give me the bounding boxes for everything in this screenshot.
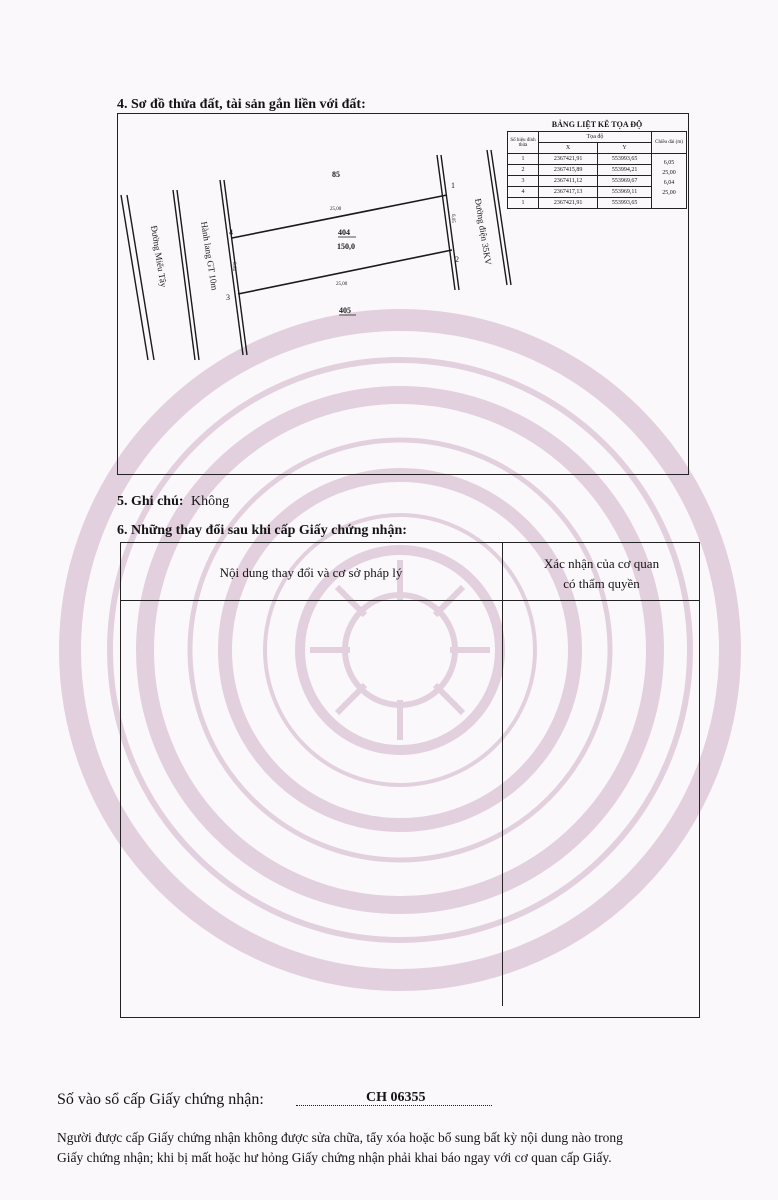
confirmation-line-2: có thẩm quyền <box>563 576 640 591</box>
length-4: 25,00 <box>662 190 676 196</box>
coordinate-table-title: BẢNG LIỆT KÊ TỌA ĐỘ <box>551 119 643 129</box>
label-corridor: Hành lang GT 10m <box>199 220 220 292</box>
road-left-edge-2 <box>127 195 154 360</box>
length-1: 6,05 <box>663 160 675 166</box>
section-4-title: 4. Sơ đồ thửa đất, tài sản gắn liền với đất: <box>117 97 366 112</box>
coordinate-table <box>507 117 687 209</box>
changes-col-content: Nội dung thay đổi và cơ sở pháp lý <box>219 565 403 580</box>
label-north-parcel: 85 <box>332 170 340 179</box>
warning-note <box>57 1128 757 1168</box>
cell-y: 553993,65 <box>598 198 652 209</box>
register-number: CH 06355 <box>366 1090 426 1105</box>
label-south-parcel: 405 <box>339 306 351 315</box>
register-line <box>57 1091 264 1109</box>
cell-lengths <box>652 154 687 209</box>
table-row <box>508 154 687 165</box>
cell-point: 2 <box>508 165 539 176</box>
warning-line-1: Người được cấp Giấy chứng nhận không được sửa chữa, tẩy xóa hoặc bổ sung bất kỳ nội dung nào trong <box>57 1130 623 1145</box>
changes-column-divider <box>502 542 503 1006</box>
length-3: 6,04 <box>663 180 675 186</box>
header-x: X <box>539 143 598 154</box>
cell-point: 1 <box>508 198 539 209</box>
cell-y: 553994,21 <box>598 165 652 176</box>
cell-point: 1 <box>508 154 539 165</box>
header-y: Y <box>598 143 652 154</box>
cell-y: 553993,65 <box>598 154 652 165</box>
note-value: Không <box>191 494 230 509</box>
cell-x: 2367417,13 <box>539 187 598 198</box>
vertex-2: 2 <box>455 255 459 264</box>
section-6-title: 6. Những thay đổi sau khi cấp Giấy chứng nhận: <box>117 523 407 538</box>
register-label: Số vào sổ cấp Giấy chứng nhận: <box>57 1091 264 1108</box>
road-left-edge-1 <box>121 195 148 360</box>
label-edge-right: 6,05 <box>450 214 455 223</box>
cell-x: 2367421,91 <box>539 198 598 209</box>
vertex-3: 3 <box>226 293 230 302</box>
label-parcel-number: 404 <box>338 228 350 237</box>
length-2: 25,00 <box>662 170 676 176</box>
cell-x: 2367421,91 <box>539 154 598 165</box>
road-left-edge-3 <box>173 190 195 360</box>
note-label: 5. Ghi chú: <box>117 494 184 509</box>
road-right-edge-3 <box>487 150 507 285</box>
changes-col-confirmation <box>503 554 700 594</box>
header-coord: Tọa độ <box>539 132 652 143</box>
warning-line-2: Giấy chứng nhận; khi bị mất hoặc hư hỏng Giấy chứng nhận phải khai báo ngay với cơ quan cấp Giấy. <box>57 1150 612 1165</box>
vertex-1: 1 <box>451 181 455 190</box>
label-edge-left: 6,04 <box>231 262 236 271</box>
cell-x: 2367415,89 <box>539 165 598 176</box>
confirmation-line-1: Xác nhận của cơ quan <box>543 556 660 571</box>
changes-header-divider <box>120 600 700 601</box>
cell-y: 553969,67 <box>598 176 652 187</box>
header-length: Chiều dài (m) <box>652 132 687 154</box>
label-edge-bottom: 25,00 <box>336 282 348 287</box>
vertex-4: 4 <box>229 228 233 237</box>
changes-table <box>120 542 700 1018</box>
cell-point: 3 <box>508 176 539 187</box>
label-edge-top: 25,00 <box>330 207 342 212</box>
section-5-note <box>117 494 229 510</box>
header-point: Số hiệu đỉnh thửa <box>508 132 539 154</box>
label-road-left: Đường Miếu Tây <box>149 224 169 289</box>
label-parcel-area: 150,0 <box>337 242 355 251</box>
cell-y: 553969,11 <box>598 187 652 198</box>
cell-point: 4 <box>508 187 539 198</box>
parcel-bottom-boundary <box>238 250 452 294</box>
label-road-right: Đường điện 35KV <box>473 197 494 266</box>
cell-x: 2367411,12 <box>539 176 598 187</box>
road-left-edge-4 <box>177 190 199 360</box>
road-right-edge-2 <box>441 155 459 290</box>
